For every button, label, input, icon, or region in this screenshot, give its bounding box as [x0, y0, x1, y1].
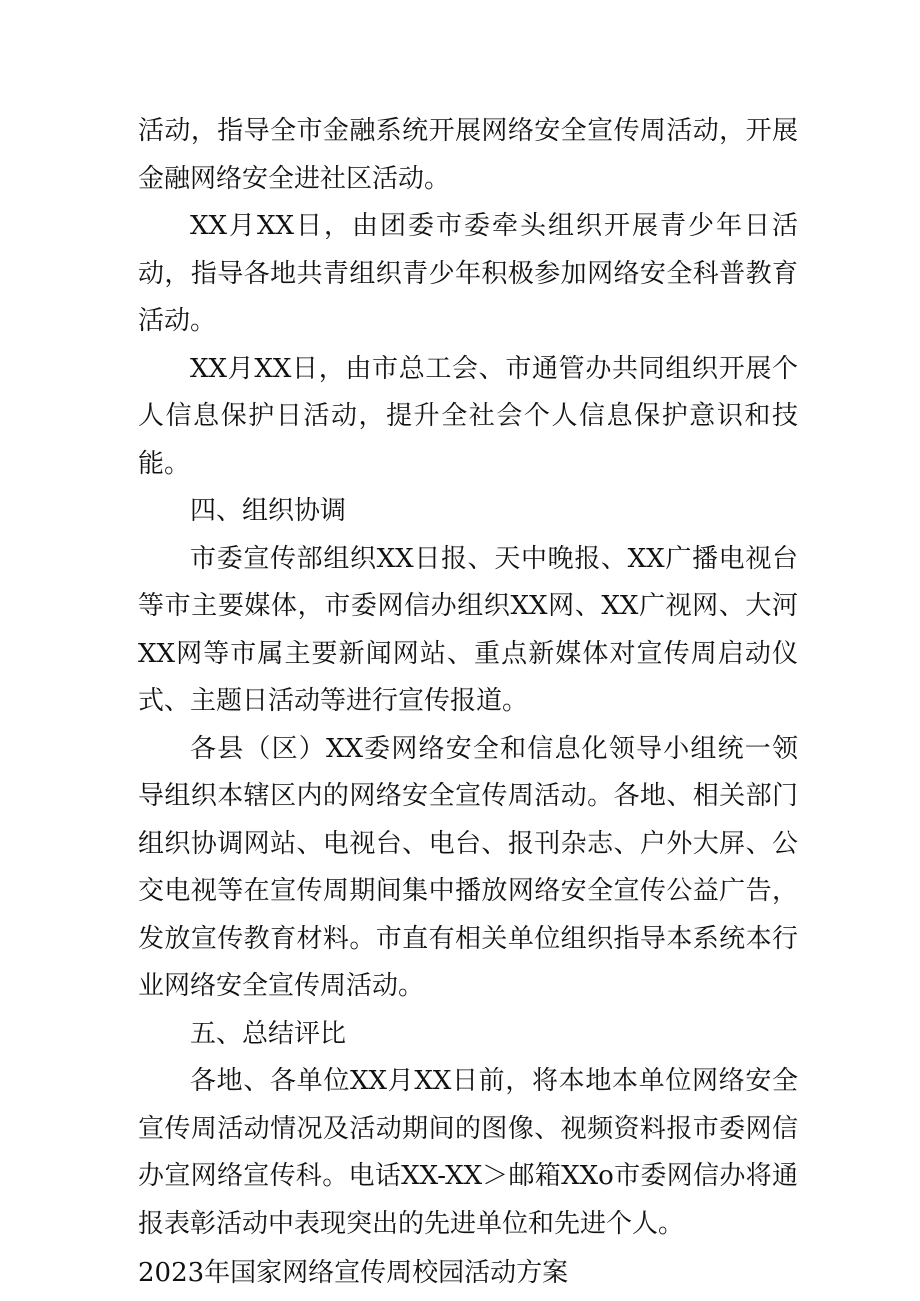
document-body — [138, 108, 798, 1298]
paragraph-summary-report: 各地、各单位XX月XX日前，将本地本单位网络安全宣传周活动情况及活动期间的图像、视频资料报市委网信办宣网络宣传科。电话XX-XX＞邮箱XXo市委网信办将通报表彰活动中表现突出的先进单位和先进个人。 — [138, 1066, 798, 1239]
paragraph-privacy-day: XX月XX日，由市总工会、市通管办共同组织开展个人信息保护日活动，提升全社会个人信息保护意识和技能。 — [138, 353, 798, 479]
next-document-title: 2023年国家网络宣传周校园活动方案 — [138, 1258, 569, 1288]
section-heading-coordination: 四、组织协调 — [190, 496, 347, 526]
paragraph-media-coverage: 市委宣传部组织XX日报、天中晚报、XX广播电视台等市主要媒体，市委网信办组织XX网、XX广视网、大河XX网等市属主要新闻网站、重点新媒体对宣传周启动仪式、主题日活动等进行宣传报道。 — [138, 543, 798, 716]
paragraph-continuation: 活动，指导全市金融系统开展网络安全宣传周活动，开展金融网络安全进社区活动。 — [138, 116, 798, 194]
paragraph-county-coordination: 各县（区）XX委网络安全和信息化领导小组统一领导组织本辖区内的网络安全宣传周活动。各地、相关部门组织协调网站、电视台、电台、报刊杂志、户外大屏、公交电视等在宣传周期间集中播放网络安全宣传公益广告，发放宣传教育材料。市直有相关单位组织指导本系统本行业网络安全宣传周活动。 — [138, 733, 798, 1001]
section-heading-summary: 五、总结评比 — [190, 1018, 347, 1049]
paragraph-youth-day: XX月XX日，由团委市委牵头组织开展青少年日活动，指导各地共青组织青少年积极参加网络安全科普教育活动。 — [138, 211, 798, 336]
